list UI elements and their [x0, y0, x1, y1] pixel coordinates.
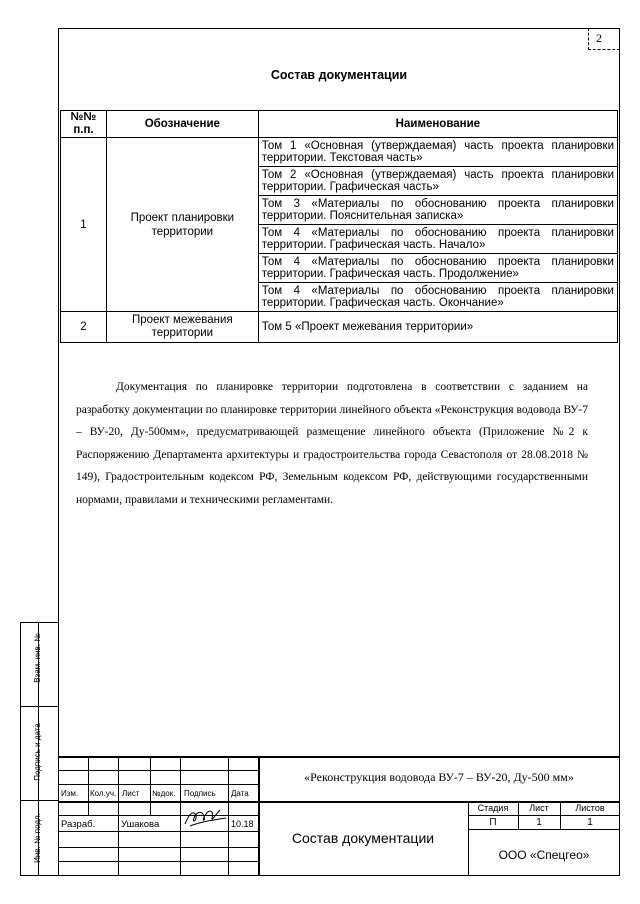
page-number-box [588, 28, 620, 50]
stamp-vline [150, 756, 151, 815]
stamp-header-list: Лист [122, 789, 140, 798]
stamp-vline [228, 756, 229, 876]
stamp-sheets: 1 [587, 817, 593, 828]
row-name: Том 4 «Материалы по обоснованию проекта планировки территории. Графическая часть. Начало» [258, 225, 617, 254]
page-title: Состав документации [270, 68, 408, 82]
page-number: 2 [596, 31, 602, 45]
title-block [58, 756, 620, 876]
signature-icon [182, 804, 228, 830]
stamp-top-border [58, 756, 620, 758]
stamp-role: Разраб. [61, 819, 96, 830]
stamp-stage-label: Стадия [477, 803, 509, 813]
documentation-table [60, 110, 618, 343]
stamp-person: Ушакова [121, 819, 160, 830]
sidebar-inv-label: Инв. № подл. [33, 813, 42, 863]
sidebar-podpis-label: Подпись и дата [33, 723, 42, 781]
header-name: Наименование [258, 111, 617, 138]
stamp-stage: П [489, 817, 497, 828]
row-num: 2 [61, 312, 107, 343]
header-designation: Обозначение [106, 111, 258, 138]
body-paragraph [76, 376, 588, 512]
row-name: Том 4 «Материалы по обоснованию проекта планировки территории. Графическая часть. Окончание» [258, 283, 617, 312]
stamp-header-koluch: Кол.уч. [90, 789, 117, 798]
stamp-project: «Реконструкция водовода ВУ-7 – ВУ-20, Ду-500 мм» [304, 770, 574, 784]
stamp-vline [88, 756, 89, 815]
stamp-header-date: Дата [231, 789, 249, 798]
stamp-sheet-label: Лист [529, 803, 549, 813]
row-name: Том 1 «Основная (утверждаемая) часть проекта планировки территории. Текстовая часть» [258, 138, 617, 167]
stamp-header-izm: Изм. [61, 789, 79, 798]
row-name: Том 4 «Материалы по обоснованию проекта планировки территории. Графическая часть. Продолжение» [258, 254, 617, 283]
row-name: Том 5 «Проект межевания территории» [258, 312, 617, 343]
stamp-line [468, 815, 620, 816]
table-row [61, 312, 618, 343]
stamp-header-ndok: №док. [152, 789, 176, 798]
body-text: Документация по планировке территории подготовлена в соответствии с заданием на разработку документации по планировке территории линейного объекта «Реконструкция водовода ВУ-7 – ВУ-20, Ду-500мм», предусматривающей размещение линейного объекта (Приложение №2 к Распоряжению Департамента архитектуры и градостроительства города Севастополя от 28.08.2018 № 149), Градостроительным кодексом РФ, Земельным кодексом РФ, действующими государственными нормами, правилами и техническими регламентами. [76, 381, 588, 506]
header-num: №№ п.п. [61, 111, 107, 138]
stamp-vline [118, 756, 119, 876]
stamp-sheet: 1 [536, 817, 542, 828]
stamp-doc-title: Состав документации [291, 830, 435, 846]
stamp-company: ООО «Спецгео» [498, 848, 590, 862]
stamp-sheets-label: Листов [575, 803, 605, 813]
stamp-line [468, 829, 620, 830]
row-designation: Проект планировки территории [106, 138, 258, 312]
stamp-header-podpis: Подпись [184, 789, 216, 798]
sidebar-vzam-label: Взам. инв. № [33, 633, 42, 683]
row-name: Том 2 «Основная (утверждаемая) часть проекта планировки территории. Графическая часть» [258, 167, 617, 196]
row-name: Том 3 «Материалы по обоснованию проекта планировки территории. Пояснительная записка» [258, 196, 617, 225]
row-num: 1 [61, 138, 107, 312]
table-row [61, 138, 618, 167]
row-designation: Проект межевания территории [106, 312, 258, 343]
table-header-row [61, 111, 618, 138]
stamp-vline [180, 756, 181, 876]
stamp-date: 10.18 [231, 819, 254, 829]
